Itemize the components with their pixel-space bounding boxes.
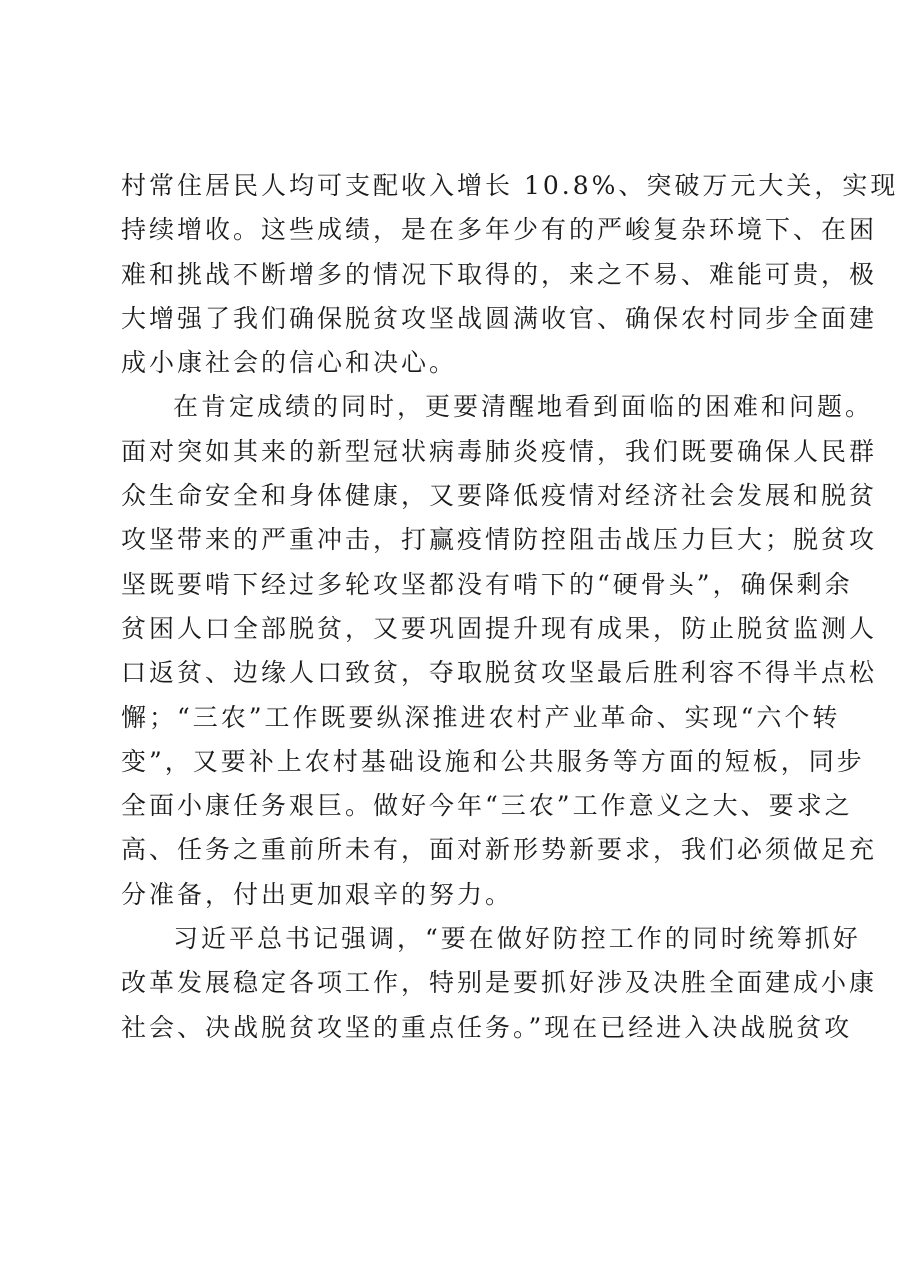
paragraph-line: 众生命安全和身体健康，又要降低疫情对经济社会发展和脱贫 xyxy=(121,481,878,511)
paragraph-line: 改革发展稳定各项工作，特别是要抓好涉及决胜全面建成小康 xyxy=(121,968,878,998)
paragraph-line: 变”，又要补上农村基础设施和公共服务等方面的短板，同步 xyxy=(121,746,865,776)
paragraph-3 xyxy=(121,917,878,1050)
paragraph-line: 口返贫、边缘人口致贫，夺取脱贫攻坚最后胜利容不得半点松 xyxy=(121,658,878,688)
paragraph-line: 在肯定成绩的同时，更要清醒地看到面临的困难和问题。 xyxy=(173,392,874,422)
paragraph-line: 难和挑战不断增多的情况下取得的，来之不易、难能可贵，极 xyxy=(121,259,878,289)
paragraph-line: 高、任务之重前所未有，面对新形势新要求，我们必须做足充 xyxy=(121,835,878,865)
paragraph-line: 贫困人口全部脱贫，又要巩固提升现有成果，防止脱贫监测人 xyxy=(121,613,878,643)
paragraph-line: 分准备，付出更加艰辛的努力。 xyxy=(121,879,514,909)
document-body xyxy=(121,164,899,1050)
paragraph-2 xyxy=(121,385,878,917)
paragraph-line: 坚既要啃下经过多轮攻坚都没有啃下的“硬骨头”，确保剩余 xyxy=(121,569,853,599)
paragraph-line: 大增强了我们确保脱贫攻坚战圆满收官、确保农村同步全面建 xyxy=(121,303,878,333)
paragraph-line: 社会、决战脱贫攻坚的重点任务。”现在已经进入决战脱贫攻 xyxy=(121,1012,853,1042)
paragraph-line: 面对突如其来的新型冠状病毒肺炎疫情，我们既要确保人民群 xyxy=(121,436,878,466)
paragraph-line: 习近平总书记强调，“要在做好防控工作的同时统筹抓好 xyxy=(173,924,861,954)
paragraph-line: 持续增收。这些成绩，是在多年少有的严峻复杂环境下、在困 xyxy=(121,215,878,245)
paragraph-1 xyxy=(121,164,899,385)
paragraph-line: 懈；“三农”工作既要纵深推进农村产业革命、实现“六个转 xyxy=(121,702,841,732)
paragraph-line: 村常住居民人均可支配收入增长 10.8%、突破万元大关，实现 xyxy=(121,171,899,200)
paragraph-line: 攻坚带来的严重冲击，打赢疫情防控阻击战压力巨大；脱贫攻 xyxy=(121,525,878,555)
paragraph-line: 成小康社会的信心和决心。 xyxy=(121,348,458,378)
paragraph-line: 全面小康任务艰巨。做好今年“三农”工作意义之大、要求之 xyxy=(121,791,853,821)
